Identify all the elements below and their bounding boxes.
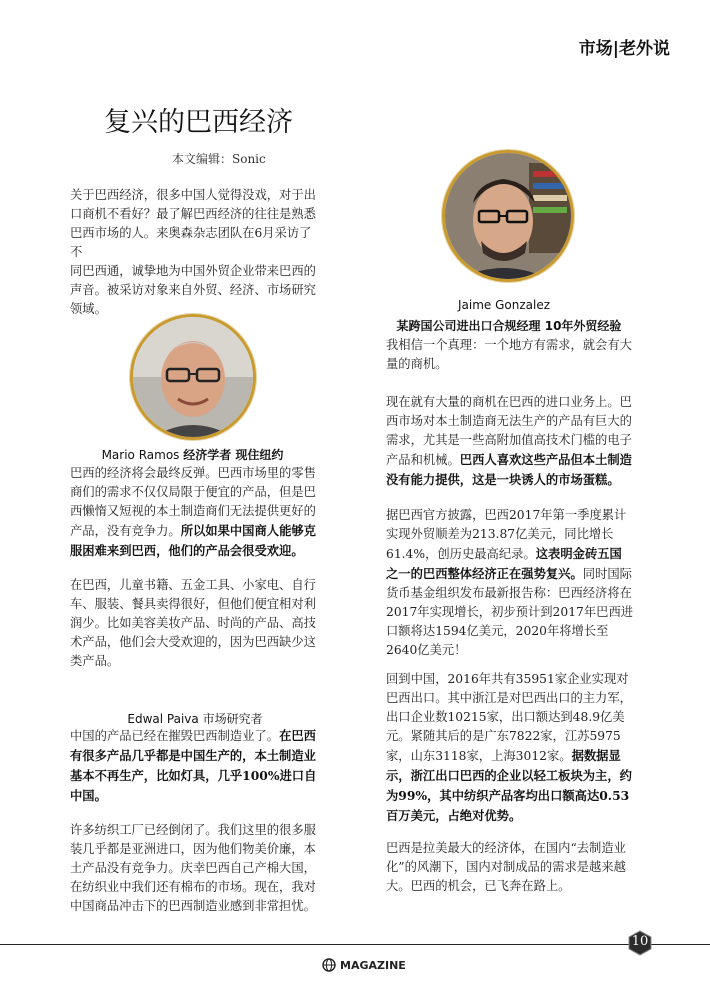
jaime-p1-text: 我相信一个真理：一个地方有需求，就会有大量的商机。 bbox=[386, 338, 632, 371]
jaime-paragraph-3 bbox=[386, 506, 634, 660]
mario-portrait bbox=[130, 314, 256, 440]
intro-line: 领域。 bbox=[70, 302, 107, 316]
jaime-p2-bold: 巴西人喜欢这些产品但本土制造没有能力提供，这是一块诱人的市场蛋糕。 bbox=[386, 452, 632, 487]
jaime-paragraph-5 bbox=[386, 839, 634, 896]
intro-line: 声音。被采访对象来自外贸、经济、市场研究 bbox=[70, 283, 316, 297]
edwal-p2-text: 许多纺织工厂已经倒闭了。我们这里的很多服装几乎都是亚洲进口，因为他们物美价廉，本土产品没有竞争力。庆幸巴西自己产棉大国，在纺织业中我们还有棉布的市场。现在，我对中国商品冲击下的巴西制造业感到非常担忧。 bbox=[70, 823, 316, 913]
mario-p2-text: 在巴西，儿童书籍、五金工具、小家电、自行车、服装、餐具卖得很好，但他们便宜相对利润少。比如美容美妆产品、时尚的产品、高技术产品，他们会大受欢迎的，因为巴西缺少这类产品。 bbox=[70, 578, 316, 668]
magazine-name: MAGAZINE bbox=[340, 958, 406, 972]
edwal-p1-bold: 在巴西有很多产品几乎都是中国生产的，本土制造业基本不再生产，比如灯具，几乎100%进口自中国。 bbox=[70, 728, 317, 803]
jaime-portrait bbox=[442, 150, 574, 282]
intro-line: 口商机不看好？最了解巴西经济的往往是熟悉 bbox=[70, 207, 316, 221]
mario-p1-text: 巴西的经济将会最终反弹。巴西市场里的零售商们的需求不仅仅局限于便宜的产品，但是巴西懒惰又短视的本土制造商们无法提供更好的产品，没有竞争力。 bbox=[70, 466, 316, 538]
mario-paragraph-2 bbox=[70, 576, 320, 671]
article-editor: 本文编辑：Sonic bbox=[172, 152, 266, 166]
edwal-caption: Edwal Paiva 市场研究者 bbox=[127, 712, 263, 726]
mario-role: 经济学者 现住纽约 bbox=[183, 448, 284, 462]
jaime-p2-text: 现在就有大量的商机在巴西的进口业务上。巴西市场对本土制造商无法生产的产品有巨大的需求，尤其是一些高附加值高技术门槛的电子产品和机械。 bbox=[386, 395, 632, 467]
jaime-caption-name: Jaime Gonzalez bbox=[457, 298, 551, 312]
article-title: 复兴的巴西经济 bbox=[104, 107, 293, 138]
intro-line: 关于巴西经济，很多中国人觉得没戏，对于出 bbox=[70, 188, 316, 202]
globe-icon bbox=[322, 958, 336, 972]
jaime-paragraph-1 bbox=[386, 336, 634, 374]
footer-rule bbox=[0, 944, 710, 945]
jaime-p3-text: 据巴西官方披露，巴西2017年第一季度累计实现外贸顺差为213.87亿美元，同比增长61.4%，创历史最高纪录。 bbox=[386, 508, 627, 561]
intro-line: 同巴西通，诚挚地为中国外贸企业带来巴西的 bbox=[70, 264, 316, 278]
jaime-paragraph-4 bbox=[386, 670, 634, 826]
edwal-p1-text: 中国的产品已经在摧毁巴西制造业了。 bbox=[70, 729, 280, 743]
jaime-role: 某跨国公司进出口合规经理 10年外贸经验 bbox=[396, 319, 622, 333]
intro-line: 巴西市场的人。来奥森杂志团队在6月采访了不 bbox=[70, 226, 312, 259]
section-tag: 市场|老外说 bbox=[578, 39, 670, 59]
mario-paragraph-1 bbox=[70, 464, 320, 561]
jaime-caption-role bbox=[386, 317, 632, 334]
magazine-logo bbox=[322, 958, 406, 972]
jaime-p3-bold: 这表明金砖五国之一的巴西整体经济正在强势复兴。 bbox=[386, 546, 622, 581]
edwal-paragraph-1 bbox=[70, 726, 320, 806]
jaime-p5-text: 巴西是拉美最大的经济体，在国内“去制造业化”的风潮下，国内对制成品的需求是越来越大。巴西的机会，已飞奔在路上。 bbox=[386, 841, 626, 893]
mario-name: Mario Ramos bbox=[101, 448, 184, 462]
jaime-p4-text: 回到中国，2016年共有35951家企业实现对巴西出口。其中浙江是对巴西出口的主力军，出口企业数10215家，出口额达到48.9亿美元。紧随其后的是广东7822家，江苏5975家，山东3118家，上海3012家。 bbox=[386, 672, 632, 763]
mario-p1-bold: 所以如果中国商人能够克服困难来到巴西，他们的产品会很受欢迎。 bbox=[70, 523, 316, 558]
page-number: 10 bbox=[631, 934, 649, 949]
jaime-p4-bold: 据数据显示，浙江出口巴西的企业以轻工板块为主，约为99%，其中纺织产品客均出口额高达0.53百万美元，占绝对优势。 bbox=[386, 748, 632, 823]
jaime-paragraph-2 bbox=[386, 393, 634, 490]
edwal-paragraph-2 bbox=[70, 821, 320, 916]
page-number-badge bbox=[628, 930, 652, 956]
intro-paragraph bbox=[70, 186, 320, 319]
mario-caption bbox=[70, 446, 315, 463]
jaime-p3-tail: 同时国际货币基金组织发布最新报告称：巴西经济将在2017年实现增长，初步预计到2017年巴西进口额将达1594亿美元，2020年将增长至2640亿美元！ bbox=[386, 567, 634, 657]
